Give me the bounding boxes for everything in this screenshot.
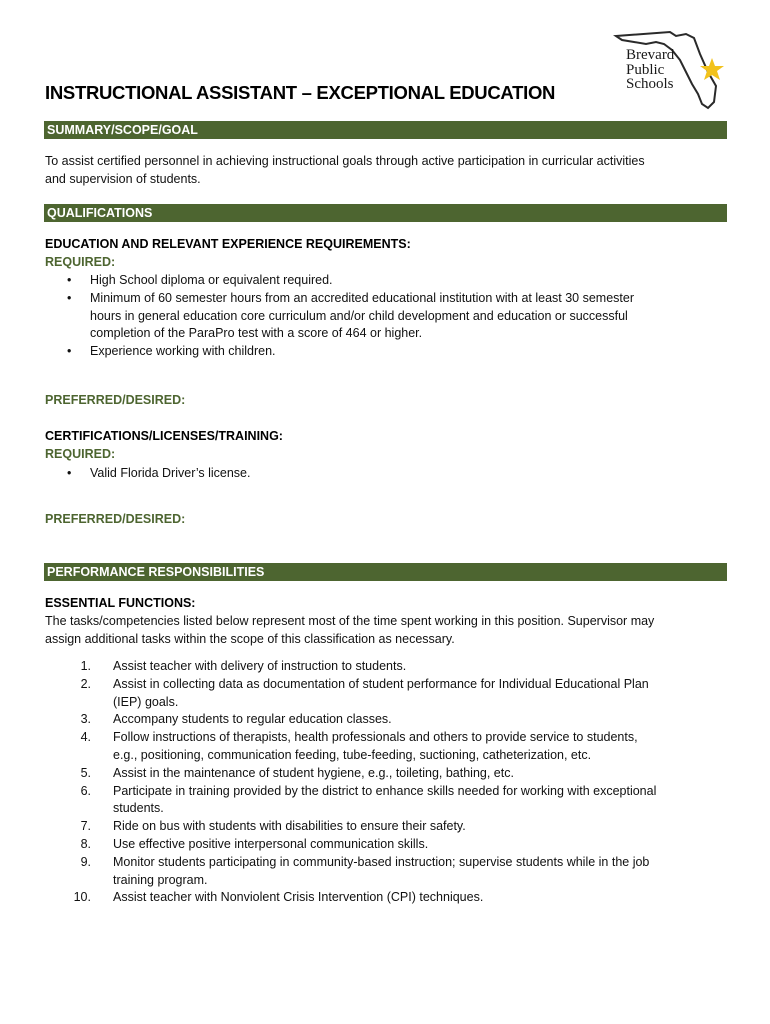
function-item <box>45 676 715 712</box>
bullet-line: Minimum of 60 semester hours from an accredited educational institution with at least 30 semester <box>90 290 635 305</box>
bullet-item <box>45 290 705 343</box>
section-header-summary: SUMMARY/SCOPE/GOAL <box>44 121 727 139</box>
summary-line: and supervision of students. <box>45 171 201 186</box>
function-line: (IEP) goals. <box>113 694 179 709</box>
function-item <box>45 836 715 854</box>
function-line: Assist teacher with Nonviolent Crisis Intervention (CPI) techniques. <box>113 890 484 905</box>
bullet-item <box>45 343 705 361</box>
bullet-item <box>45 465 705 483</box>
required-label: REQUIRED: <box>45 255 116 269</box>
cert-preferred-label: PREFERRED/DESIRED: <box>45 512 186 526</box>
bullet-line: hours in general education core curriculum and/or child development and education or successful <box>90 308 628 323</box>
function-line: Assist in the maintenance of student hygiene, e.g., toileting, bathing, etc. <box>113 765 514 780</box>
bullet-line: Valid Florida Driver’s license. <box>90 466 251 480</box>
function-number: 4. <box>80 730 91 745</box>
function-number: 1. <box>80 659 91 673</box>
bullet-icon: • <box>67 273 72 287</box>
logo-line-2: Public <box>626 61 665 78</box>
logo-text <box>626 48 674 92</box>
function-line: Assist teacher with delivery of instruction to students. <box>113 659 407 673</box>
essential-functions-list <box>45 658 715 907</box>
section-header-performance: PERFORMANCE RESPONSIBILITIES <box>44 563 727 581</box>
function-item <box>45 783 715 819</box>
bullet-icon: • <box>67 466 72 480</box>
function-item <box>45 729 715 765</box>
bullet-icon: • <box>67 344 72 359</box>
logo-line-1: Brevard <box>626 47 675 63</box>
function-item <box>45 765 715 783</box>
function-line: Use effective positive interpersonal communication skills. <box>113 836 429 851</box>
function-line: Accompany students to regular education classes. <box>113 712 392 727</box>
function-line: Assist in collecting data as documentation of student performance for Individual Educational Plan <box>113 676 649 691</box>
cert-required-label: REQUIRED: <box>45 447 116 461</box>
brevard-public-schools-logo <box>612 24 730 114</box>
function-number: 5. <box>80 765 91 780</box>
function-number: 6. <box>80 783 91 798</box>
certification-requirements-list <box>45 465 705 483</box>
function-item <box>45 711 715 729</box>
function-line: Participate in training provided by the district to enhance skills needed for working with exceptional <box>113 783 657 798</box>
bullet-icon: • <box>67 290 72 305</box>
function-item <box>45 818 715 836</box>
function-item <box>45 854 715 890</box>
function-number: 7. <box>80 819 91 834</box>
education-heading: EDUCATION AND RELEVANT EXPERIENCE REQUIREMENTS: <box>45 237 411 251</box>
function-number: 10. <box>73 890 91 905</box>
essential-functions-intro <box>45 613 654 649</box>
bullet-line: High School diploma or equivalent required. <box>90 273 333 287</box>
summary-line: To assist certified personnel in achieving instructional goals through active participation in curricular activities <box>45 154 645 168</box>
section-header-qualifications: QUALIFICATIONS <box>44 204 727 222</box>
education-requirements-list <box>45 272 705 361</box>
intro-line: assign additional tasks within the scope of this classification as necessary. <box>45 631 455 646</box>
function-number: 9. <box>80 854 91 869</box>
intro-line: The tasks/competencies listed below represent most of the time spent working in this position. Supervisor may <box>45 614 655 628</box>
certifications-heading: CERTIFICATIONS/LICENSES/TRAINING: <box>45 429 283 443</box>
function-number: 8. <box>80 836 91 851</box>
function-line: students. <box>113 801 164 816</box>
function-line: Ride on bus with students with disabilities to ensure their safety. <box>113 819 466 834</box>
function-item <box>45 658 715 676</box>
preferred-label: PREFERRED/DESIRED: <box>45 393 186 407</box>
function-line: e.g., positioning, communication feeding, tube-feeding, suctioning, catheterization, etc. <box>113 747 592 762</box>
function-line: Monitor students participating in community-based instruction; supervise students while in the job <box>113 854 650 869</box>
document-title: INSTRUCTIONAL ASSISTANT – EXCEPTIONAL EDUCATION <box>45 82 556 103</box>
bullet-line: Experience working with children. <box>90 344 276 359</box>
summary-text <box>45 153 645 189</box>
function-number: 3. <box>80 712 91 727</box>
essential-functions-heading: ESSENTIAL FUNCTIONS: <box>45 596 196 610</box>
function-line: Follow instructions of therapists, health professionals and others to provide service to students, <box>113 730 638 745</box>
function-line: training program. <box>113 872 208 887</box>
bullet-item <box>45 272 705 290</box>
bullet-line: completion of the ParaPro test with a score of 464 or higher. <box>90 326 423 341</box>
function-item <box>45 889 715 907</box>
logo-line-3: Schools <box>626 76 674 92</box>
function-number: 2. <box>80 676 91 691</box>
